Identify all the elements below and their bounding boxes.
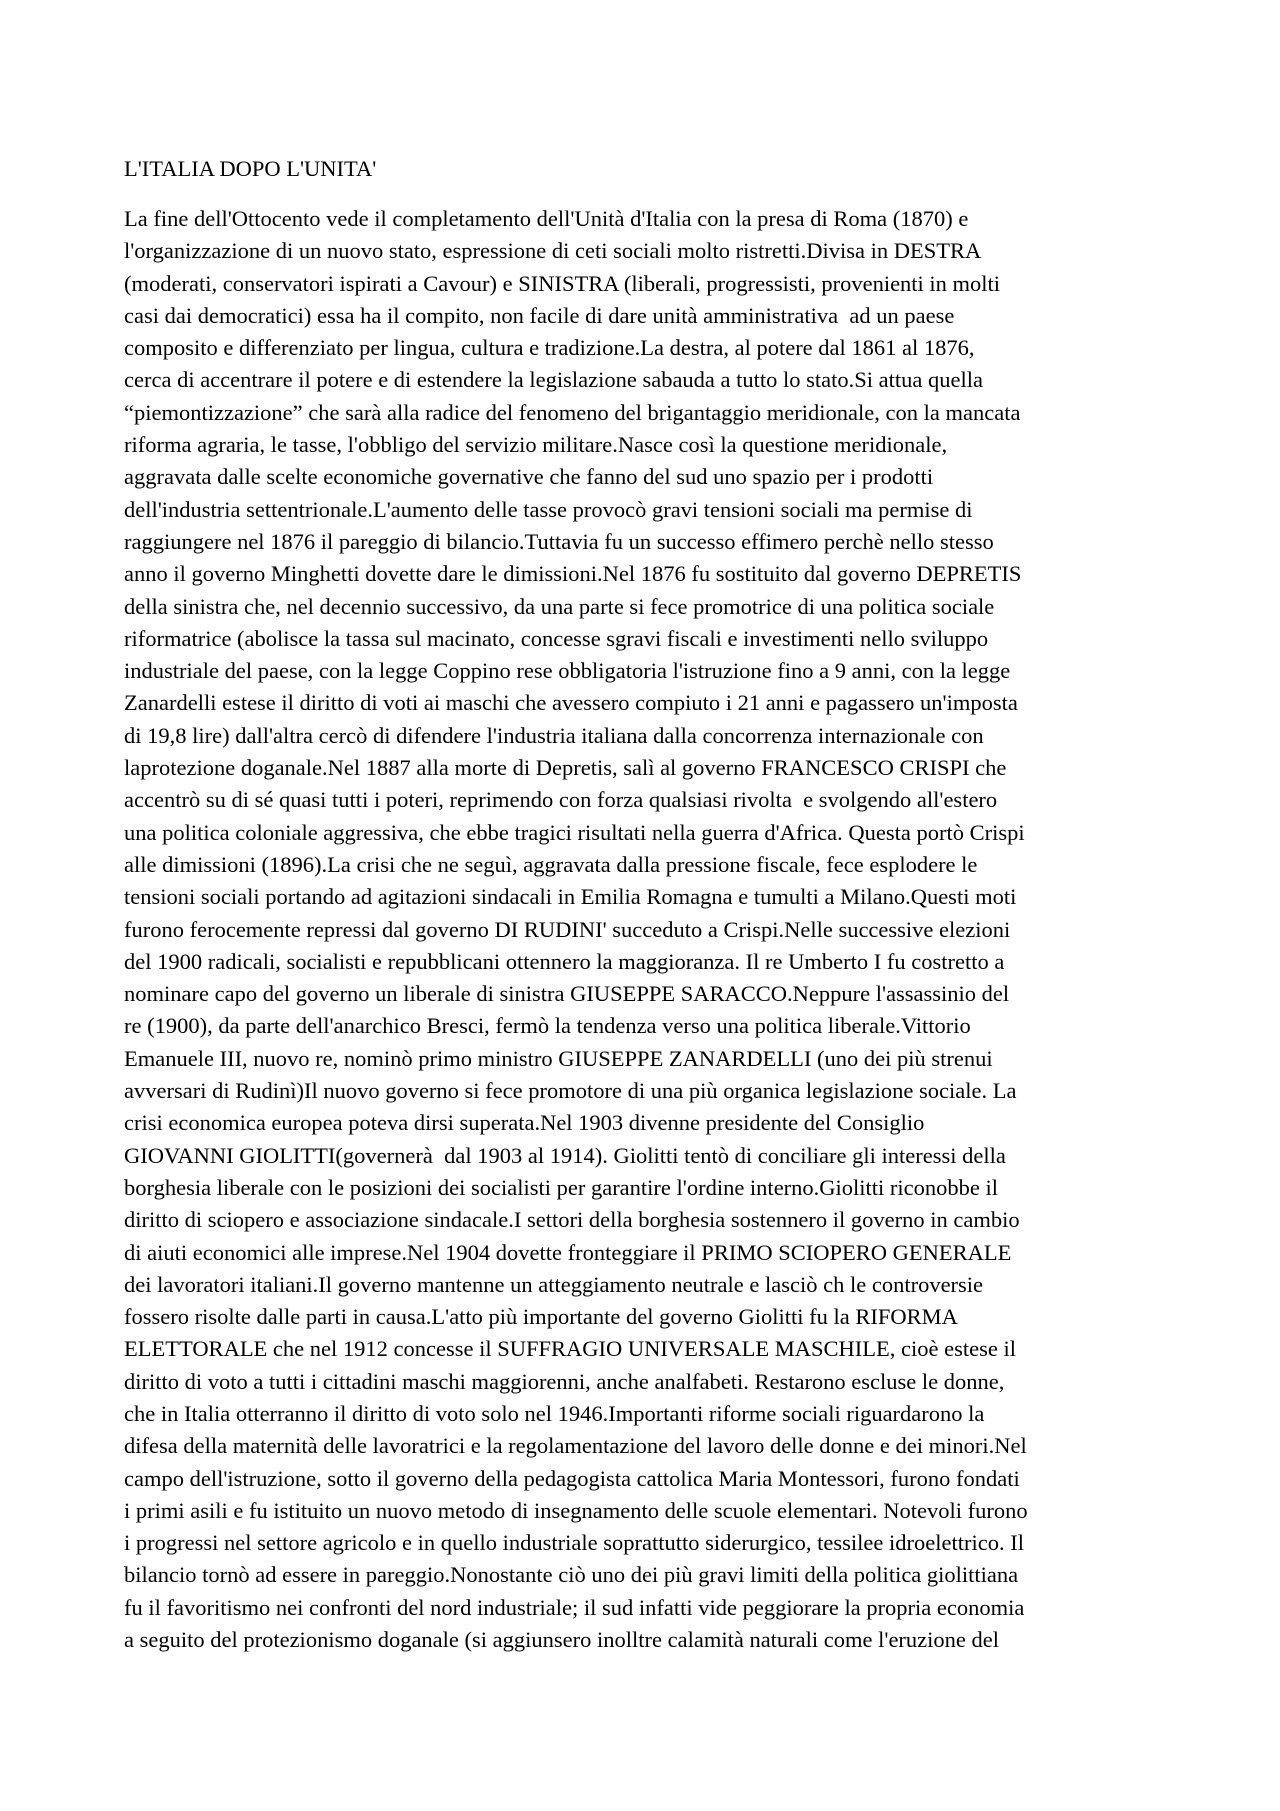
body-line: borghesia liberale con le posizioni dei socialisti per garantire l'ordine interno.Giolitti riconobbe il — [124, 1174, 999, 1200]
body-line: La fine dell'Ottocento vede il completamento dell'Unità d'Italia con la presa di Roma (1870) e — [124, 206, 969, 231]
body-line: i primi asili e fu istituito un nuovo metodo di insegnamento delle scuole elementari. Notevoli furono — [124, 1497, 1028, 1523]
body-line: laprotezione doganale.Nel 1887 alla morte di Depretis, salì al governo FRANCESCO CRISPI che — [124, 755, 1007, 781]
body-line: della sinistra che, nel decennio successivo, da una parte si fece promotrice di una politica sociale — [124, 593, 995, 619]
document-title: L'ITALIA DOPO L'UNITA' — [124, 156, 377, 181]
body-line: re (1900), da parte dell'anarchico Bresci, fermò la tendenza verso una politica liberale.Vittorio — [124, 1013, 971, 1039]
body-line: crisi economica europea poteva dirsi superata.Nel 1903 divenne presidente del Consiglio — [124, 1110, 925, 1136]
body-line: ELETTORALE che nel 1912 concesse il SUFFRAGIO UNIVERSALE MASCHILE, cioè estese il — [124, 1336, 1016, 1362]
body-line: del 1900 radicali, socialisti e repubblicani ottennero la maggioranza. Il re Umberto I fu costretto a — [124, 948, 1005, 974]
body-line: bilancio tornò ad essere in pareggio.Nonostante ciò uno dei più gravi limiti della politica giolittiana — [124, 1562, 1019, 1588]
body-line: dell'industria settentrionale.L'aumento delle tasse provocò gravi tensioni sociali ma permise di — [124, 496, 973, 522]
body-line: fu il favoritismo nei confronti del nord industriale; il sud infatti vide peggiorare la propria economia — [124, 1594, 1025, 1620]
body-line: Zanardelli estese il diritto di voti ai maschi che avessero compiuto i 21 anni e pagassero un'imposta — [124, 690, 1018, 716]
body-line: aggravata dalle scelte economiche governative che fanno del sud uno spazio per i prodotti — [124, 464, 934, 490]
body-line: furono ferocemente repressi dal governo DI RUDINI' succeduto a Crispi.Nelle successive elezioni — [124, 916, 1011, 942]
body-line: accentrò su di sé quasi tutti i poteri, reprimendo con forza qualsiasi rivolta e svolgendo all'estero — [124, 787, 998, 813]
body-line: di 19,8 lire) dall'altra cercò di difendere l'industria italiana dalla concorrenza internazionale con — [124, 722, 984, 748]
body-line: una politica coloniale aggressiva, che ebbe tragici risultati nella guerra d'Africa. Questa portò Crispi — [124, 819, 1025, 845]
body-line: “piemontizzazione” che sarà alla radice del fenomeno del brigantaggio meridionale, con la mancata — [124, 399, 1021, 425]
body-line: diritto di sciopero e associazione sindacale.I settori della borghesia sostennero il governo in cambio — [124, 1207, 1020, 1233]
body-line: composito e differenziato per lingua, cultura e tradizione.La destra, al potere dal 1861 al 1876, — [124, 335, 975, 361]
body-line: diritto di voto a tutti i cittadini maschi maggiorenni, anche analfabeti. Restarono escluse le donne, — [124, 1368, 1005, 1394]
body-line: difesa della maternità delle lavoratrici e la regolamentazione del lavoro delle donne e dei minori.Nel — [124, 1433, 1027, 1459]
body-line: tensioni sociali portando ad agitazioni sindacali in Emilia Romagna e tumulti a Milano.Questi moti — [124, 884, 1017, 910]
body-line: nominare capo del governo un liberale di sinistra GIUSEPPE SARACCO.Neppure l'assassinio del — [124, 981, 1010, 1007]
body-line: campo dell'istruzione, sotto il governo della pedagogista cattolica Maria Montessori, furono fondati — [124, 1465, 1020, 1491]
body-line: (moderati, conservatori ispirati a Cavour) e SINISTRA (liberali, progressisti, provenienti in molti — [124, 270, 1001, 296]
body-line: raggiungere nel 1876 il pareggio di bilancio.Tuttavia fu un successo effimero perchè nello stesso — [124, 528, 994, 554]
body-line: che in Italia otterranno il diritto di voto solo nel 1946.Importanti riforme sociali riguardarono la — [124, 1400, 985, 1426]
body-line: cerca di accentrare il potere e di estendere la legislazione sabauda a tutto lo stato.Si attua quella — [124, 367, 983, 393]
body-line: dei lavoratori italiani.Il governo mantenne un atteggiamento neutrale e lasciò ch le controversie — [124, 1271, 984, 1297]
body-line: a seguito del protezionismo doganale (si aggiunsero inolltre calamità naturali come l'eruzione del — [124, 1627, 1000, 1653]
body-line: casi dai democratici) essa ha il compito, non facile di dare unità amministrativa ad un paese — [124, 302, 955, 328]
body-line: di aiuti economici alle imprese.Nel 1904 dovette fronteggiare il PRIMO SCIOPERO GENERALE — [124, 1239, 1012, 1265]
body-line: riforma agraria, le tasse, l'obbligo del servizio militare.Nasce così la questione meridionale, — [124, 432, 948, 458]
body-line: GIOVANNI GIOLITTI(governerà dal 1903 al 1914). Giolitti tentò di conciliare gli interessi della — [124, 1142, 1006, 1168]
body-line: anno il governo Minghetti dovette dare le dimissioni.Nel 1876 fu sostituito dal governo DEPRETIS — [124, 561, 1022, 587]
body-line: i progressi nel settore agricolo e in quello industriale soprattutto siderurgico, tessilee idroelettrico. Il — [124, 1530, 1024, 1556]
body-line: riformatrice (abolisce la tassa sul macinato, concesse sgravi fiscali e investimenti nello sviluppo — [124, 625, 989, 651]
body-line: l'organizzazione di un nuovo stato, espressione di ceti sociali molto ristretti.Divisa in DESTRA — [124, 238, 982, 264]
body-line: fossero risolte dalle parti in causa.L'atto più importante del governo Giolitti fu la RIFORMA — [124, 1304, 958, 1330]
body-line: Emanuele III, nuovo re, nominò primo ministro GIUSEPPE ZANARDELLI (uno dei più strenui — [124, 1045, 993, 1071]
body-line: industriale del paese, con la legge Coppino rese obbligatoria l'istruzione fino a 9 anni, con la legge — [124, 658, 1011, 684]
body-line: alle dimissioni (1896).La crisi che ne seguì, aggravata dalla pressione fiscale, fece esplodere le — [124, 851, 978, 877]
body-line: avversari di Rudinì)Il nuovo governo si fece promotore di una più organica legislazione sociale. La — [124, 1078, 1017, 1104]
document-body — [124, 203, 1028, 1656]
